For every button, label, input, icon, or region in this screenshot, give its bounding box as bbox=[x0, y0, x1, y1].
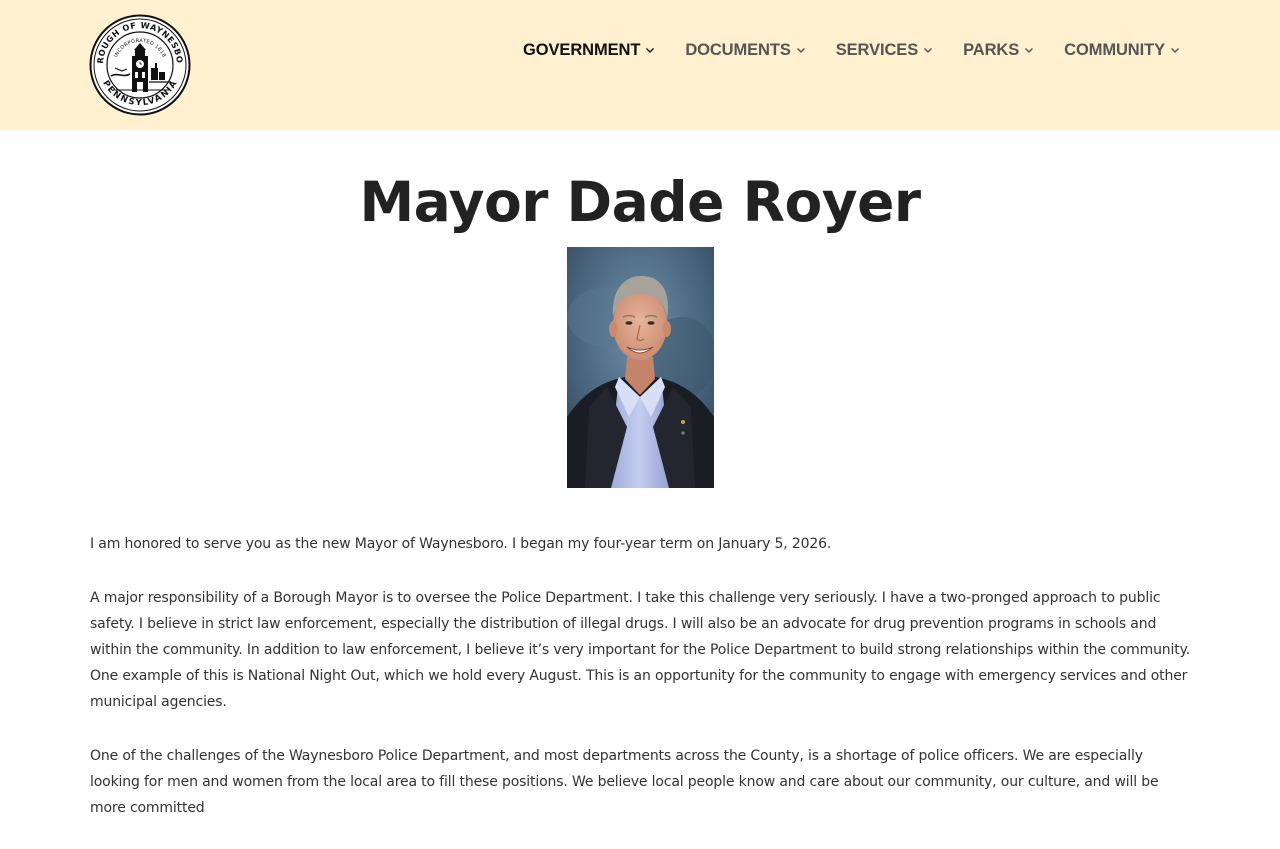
nav-documents-label: DOCUMENTS bbox=[685, 40, 791, 59]
nav-services-label: SERVICES bbox=[835, 40, 919, 59]
main-content bbox=[0, 130, 1280, 816]
mayor-portrait bbox=[567, 247, 714, 488]
nav-services[interactable] bbox=[836, 41, 933, 60]
paragraph-police: A major responsibility of a Borough Mayor is to oversee the Police Department. I take this challenge very seriously. I have a two-pronged approach to public safety. I believe in strict law enforcement, especially the distribution of illegal drugs. I will also be an advocate for drug prevention programs in schools and within the community. In addition to law enforcement, I believe it’s very important for the Police Department to build strong relationships within the community. One example of this is National Night Out, which we hold every August. This is an opportunity for the community to engage with emergency services and other municipal agencies. bbox=[90, 590, 1191, 710]
mayor-photo-image bbox=[567, 247, 714, 488]
chevron-down-icon bbox=[796, 45, 806, 55]
paragraph-intro: I am honored to serve you as the new Mayor of Waynesboro. I began my four-year term on January 5, 2026. bbox=[90, 536, 832, 552]
nav-parks-label: PARKS bbox=[963, 40, 1020, 59]
svg-text:PENNSYLVANIA: PENNSYLVANIA bbox=[100, 78, 180, 109]
chevron-down-icon bbox=[645, 45, 655, 55]
nav-community-label: COMMUNITY bbox=[1064, 40, 1165, 59]
nav-parks[interactable] bbox=[963, 41, 1034, 60]
nav-government[interactable] bbox=[523, 41, 655, 60]
nav-documents[interactable] bbox=[685, 41, 805, 60]
nav-government-label: GOVERNMENT bbox=[523, 40, 641, 59]
main-nav bbox=[523, 38, 1180, 62]
chevron-down-icon bbox=[1170, 45, 1180, 55]
chevron-down-icon bbox=[1024, 45, 1034, 55]
chevron-down-icon bbox=[923, 45, 933, 55]
page-title: Mayor Dade Royer bbox=[359, 170, 921, 234]
svg-text:BOROUGH OF WAYNESBORO: ROUGH OF WAYNESBO bbox=[94, 19, 186, 65]
mayor-message bbox=[90, 531, 1194, 849]
paragraph-recruitment: One of the challenges of the Waynesboro Police Department, and most departments across the County, is a shortage of police officers. We are especially looking for men and women from the local area to fill these positions. We believe local people know and care about our community, our culture, and will be more committed bbox=[90, 748, 1159, 816]
site-header bbox=[0, 0, 1280, 130]
borough-seal-icon bbox=[89, 14, 191, 116]
nav-community[interactable] bbox=[1064, 41, 1180, 60]
borough-seal-logo[interactable] bbox=[89, 14, 191, 116]
svg-text:INCORPORATED 1818: INCORPORATED 1818 bbox=[113, 37, 167, 59]
